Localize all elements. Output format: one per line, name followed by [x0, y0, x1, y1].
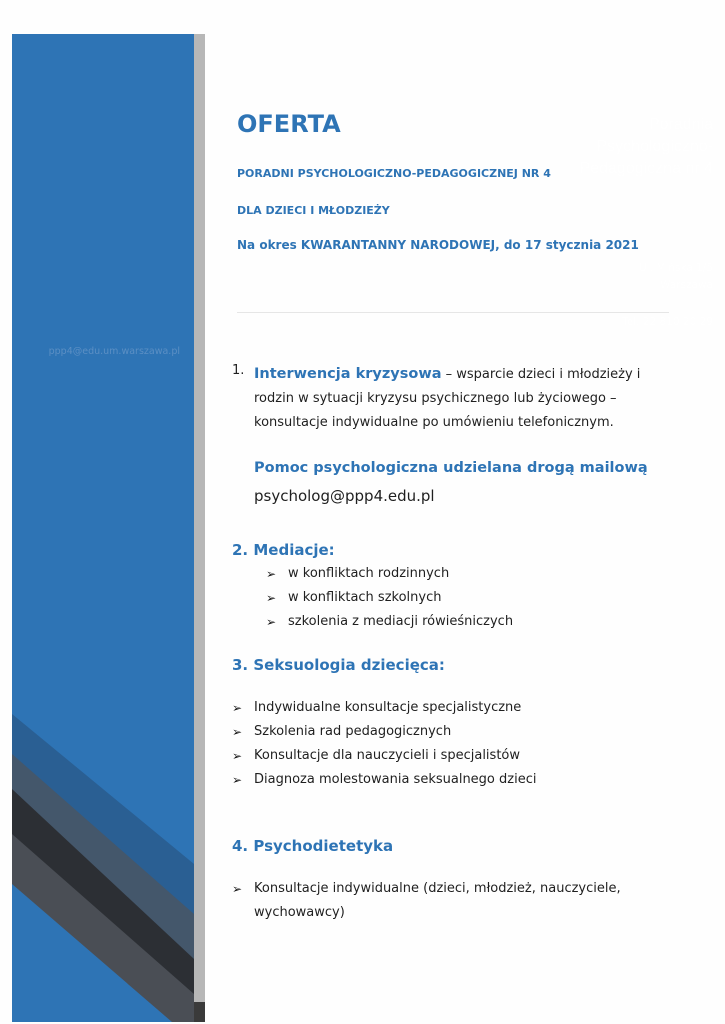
- organization-name: [543, 114, 713, 180]
- arrow-bullet-icon: ➢: [232, 749, 243, 763]
- section-number: 1.: [232, 363, 245, 378]
- org-name-line: Pedagogiczna nr 4: [579, 160, 713, 177]
- subtitle-organization: PORADNI PSYCHOLOGICZNO-PEDAGOGICZNEJ NR 4: [237, 167, 551, 180]
- list-item: ➢ Diagnoza molestowania seksualnego dzieci: [232, 768, 536, 792]
- list-item: ➢ w konfliktach szkolnych: [266, 586, 513, 610]
- sidebar-panel: [12, 34, 194, 1022]
- section-heading-sexology: 3. Seksuologia dziecięca:: [232, 656, 445, 674]
- list-item: ➢ Konsultacje dla nauczycieli i specjalistów: [232, 744, 536, 768]
- section-text: [254, 362, 674, 435]
- page-title: OFERTA: [237, 110, 341, 138]
- subtitle-period: Na okres KWARANTANNY NARODOWEJ, do 17 stycznia 2021: [237, 238, 639, 252]
- section-heading-psychodietetics: 4. Psychodietetyka: [232, 837, 394, 855]
- section-heading: Interwencja kryzysowa: [254, 366, 442, 382]
- list-item: ➢ Indywidualne konsultacje specjalistyczne: [232, 696, 536, 720]
- sidebar-edge-bottom: [194, 1002, 205, 1022]
- subtitle-audience: DLA DZIECI I MŁODZIEŻY: [237, 204, 390, 217]
- email-help-heading: Pomoc psychologiczna udzielana drogą mailową: [254, 460, 648, 476]
- section-heading-mediation: 2. Mediacje:: [232, 541, 335, 559]
- mediation-list: [266, 562, 513, 634]
- arrow-bullet-icon: ➢: [232, 701, 243, 715]
- arrow-bullet-icon: ➢: [266, 567, 277, 581]
- phone-number: Tel. 22 810 20 29: [622, 316, 713, 328]
- sexology-list: [232, 696, 536, 792]
- address-street: Ul. Mińska 1/5: [639, 262, 713, 274]
- list-item: ➢ Konsultacje indywidualne (dzieci, młodzież, nauczyciele, wychowawcy): [232, 877, 672, 925]
- list-item: ➢ szkolenia z mediacji rówieśniczych: [266, 610, 513, 634]
- arrow-bullet-icon: ➢: [266, 615, 277, 629]
- org-name-line: Psychologiczno-: [596, 138, 713, 155]
- list-item: ➢ Szkolenia rad pedagogicznych: [232, 720, 536, 744]
- psychodietetics-list: [232, 877, 672, 925]
- org-name-line: Poradnia: [648, 116, 713, 133]
- arrow-bullet-icon: ➢: [232, 773, 243, 787]
- address: [543, 260, 713, 294]
- sidebar-edge: [194, 34, 205, 1022]
- address-city: Warszawa: [660, 279, 713, 291]
- help-email-address[interactable]: psycholog@ppp4.edu.pl: [254, 487, 435, 505]
- sidebar-diagonal-stripes: [12, 34, 194, 1022]
- arrow-bullet-icon: ➢: [266, 591, 277, 605]
- divider: [237, 312, 669, 313]
- arrow-bullet-icon: ➢: [232, 882, 243, 896]
- section-description: – wsparcie dzieci i młodzieży i rodzin w sytuacji kryzysu psychicznego lub życiowego – konsultacje indywidualne po umówieniu telefonicznym.: [254, 367, 641, 430]
- arrow-bullet-icon: ➢: [232, 725, 243, 739]
- sidebar-email: ppp4@edu.um.warszawa.pl: [48, 346, 180, 357]
- list-item: ➢ w konfliktach rodzinnych: [266, 562, 513, 586]
